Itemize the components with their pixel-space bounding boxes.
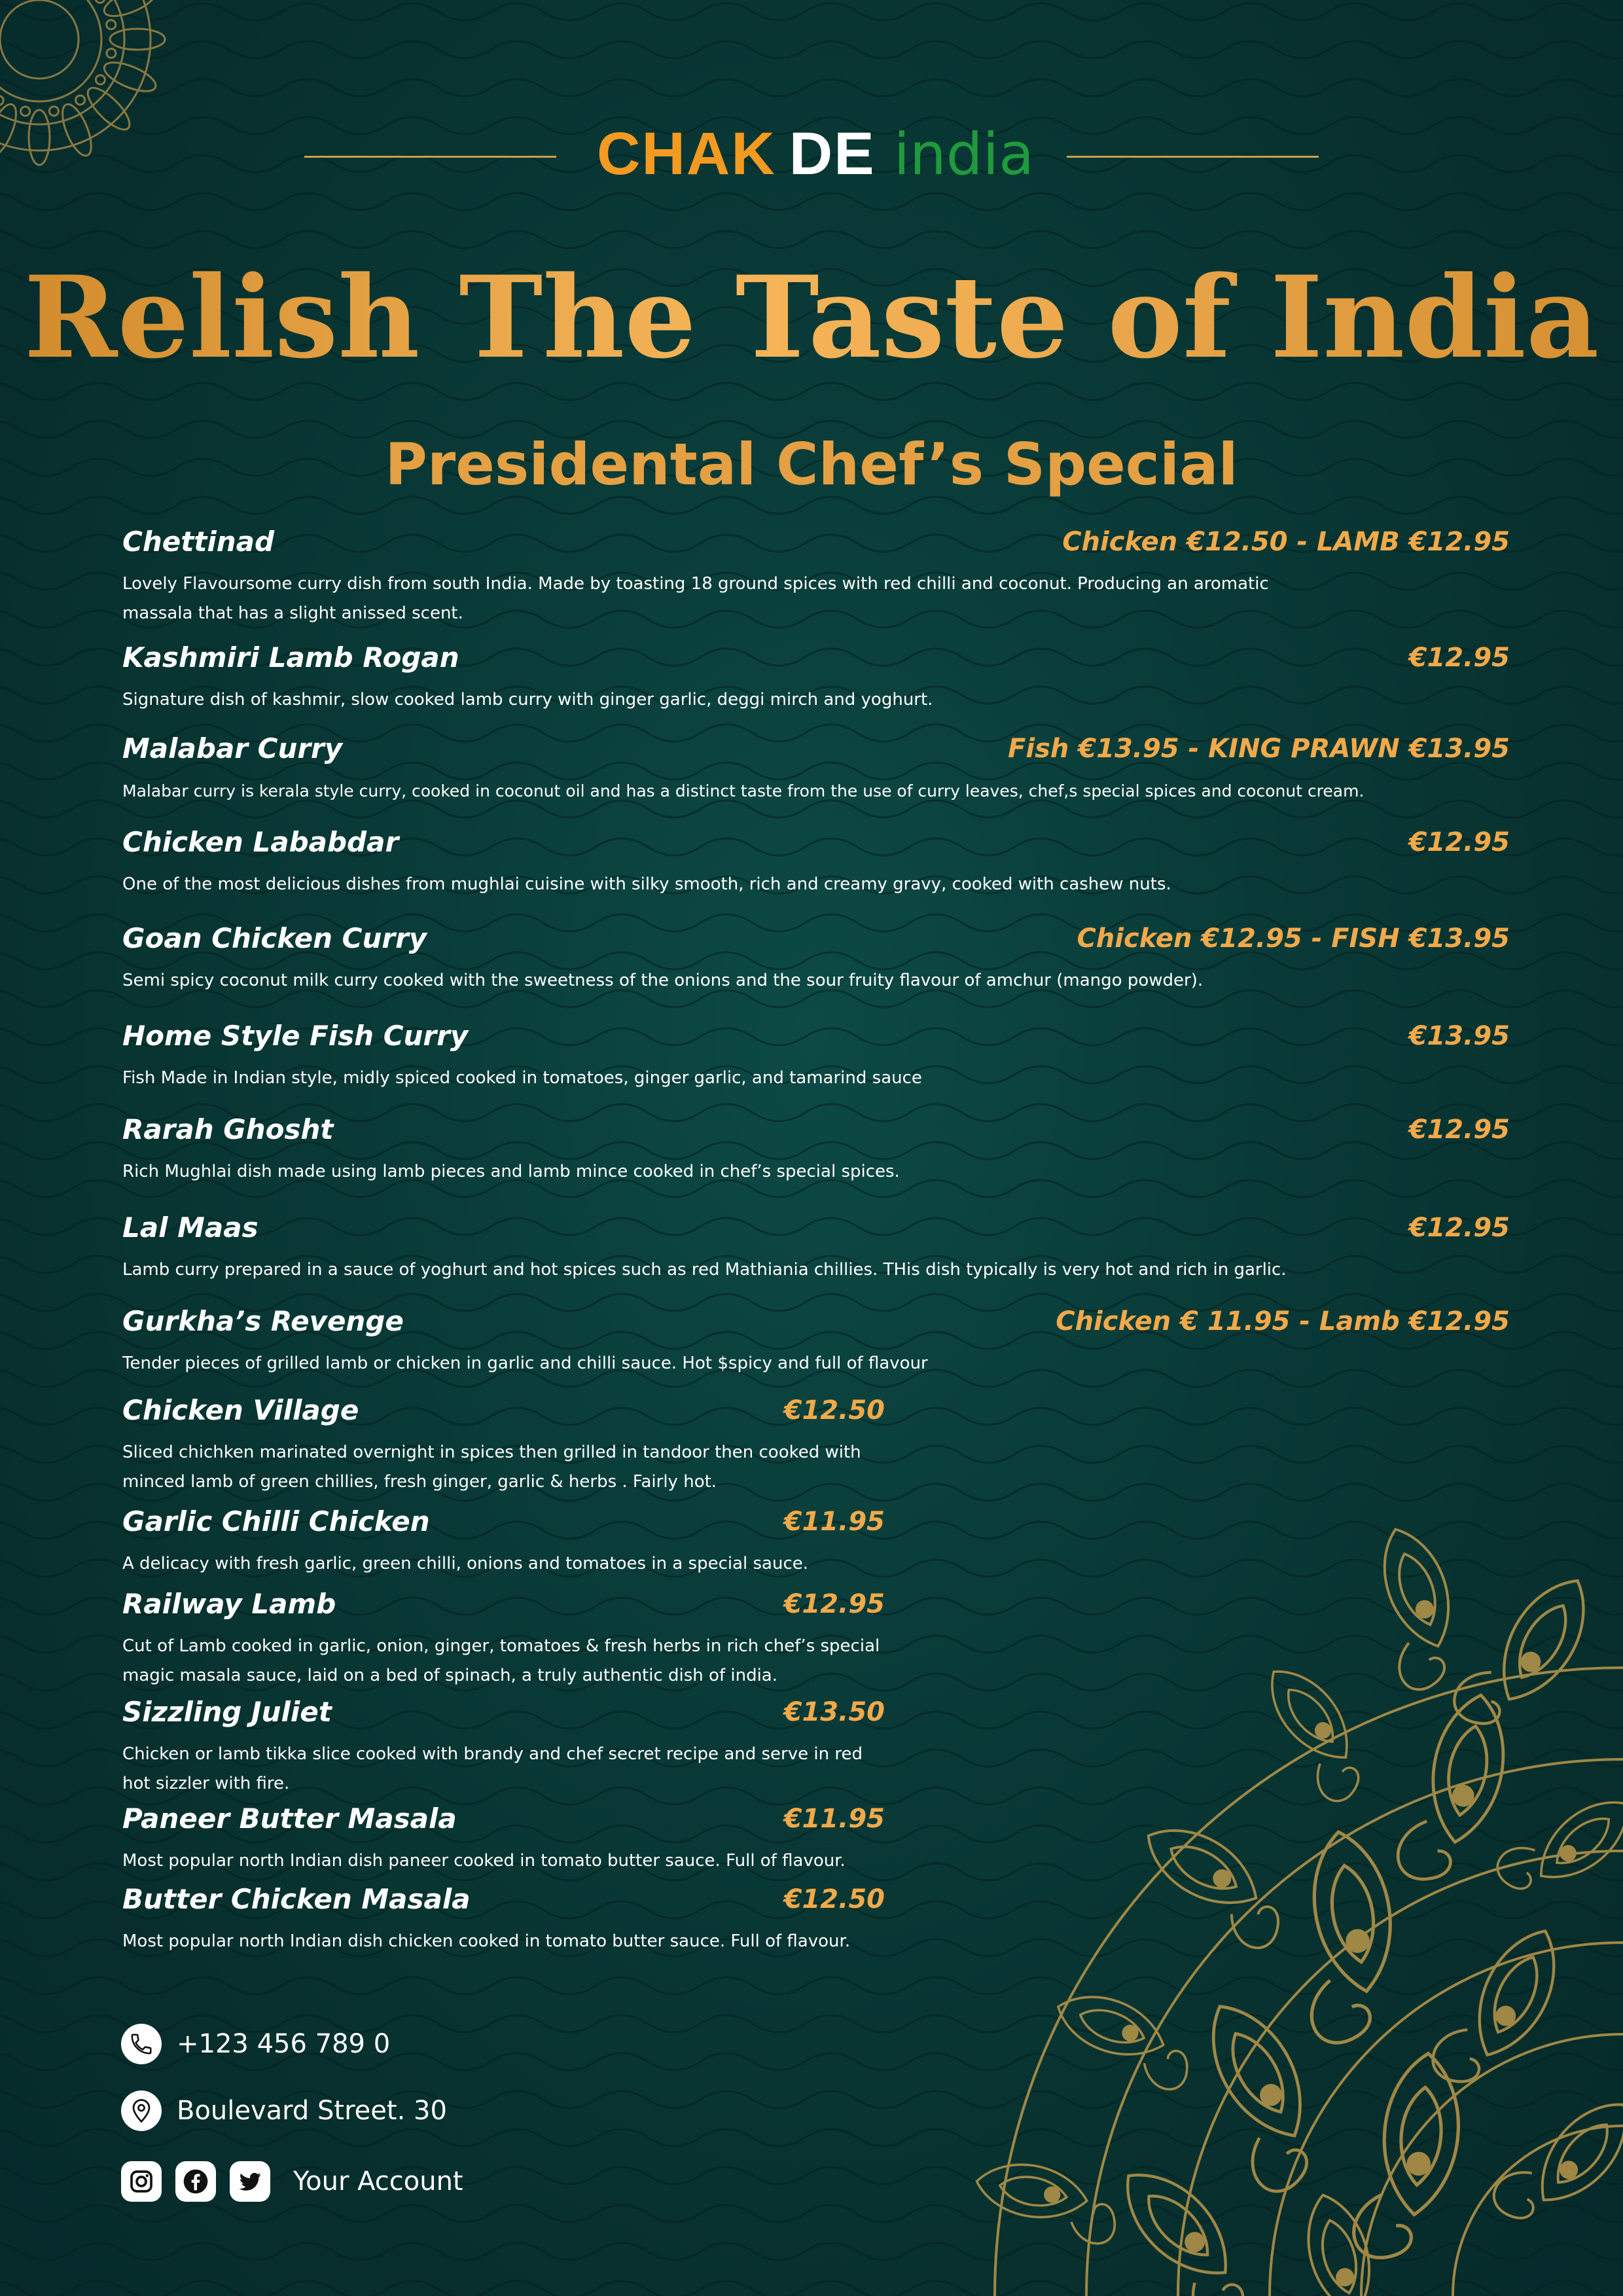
dish-price: €13.50 [783,1697,885,1727]
dish-price: €12.95 [783,1589,885,1619]
menu-item [122,1882,885,1961]
brand-logo [0,120,1623,188]
dish-description: Chicken or lamb tikka slice cooked with brandy and chef secret recipe and serve in red hot sizzler with fire. [122,1744,863,1793]
social-account-label: Your Account [293,2166,463,2197]
dish-name: Paneer Butter Masala [122,1803,457,1835]
dish-description: A delicacy with fresh garlic, green chilli, onions and tomatoes in a special sauce. [122,1554,809,1573]
dish-name: Chicken Lababdar [122,826,399,858]
logo-divider-right [1067,156,1319,158]
menu-item [122,641,1510,719]
dish-description: Semi spicy coconut milk curry cooked with the sweetness of the onions and the sour fruity flavour of amchur (mango powder). [122,971,1204,990]
phone-icon [121,2024,162,2064]
logo-chak: CHAK [597,120,776,187]
dish-description: One of the most delicious dishes from mughlai cuisine with silky smooth, rich and creamy gravy, cooked with cashew nuts. [122,874,1171,894]
dish-price: €12.50 [783,1395,885,1426]
page-title: Relish The Taste of India [0,252,1623,383]
menu-item [122,1587,885,1692]
dish-description: Lamb curry prepared in a sauce of yoghurt and hot spices such as red Mathiania chillies. THis dish typically is very hot and rich in garlic. [122,1260,1287,1280]
dish-description: Tender pieces of grilled lamb or chicken in garlic and chilli sauce. Hot $spicy and full of flavour [122,1354,928,1373]
dish-name: Chettinad [122,526,275,558]
logo-india: india [893,120,1035,188]
logo-de: DE [789,120,876,187]
dish-name: Butter Chicken Masala [122,1883,471,1915]
menu-item [122,1505,885,1583]
section-title: Presidental Chef’s Special [385,431,1238,498]
dish-price: Chicken €12.50 - LAMB €12.95 [1062,527,1510,557]
facebook-icon[interactable] [175,2161,216,2202]
dish-description: Sliced chichken marinated overnight in spices then grilled in tandoor then cooked with minced lamb of green chillies, fresh ginger, garlic & herbs . Fairly hot. [122,1443,861,1492]
dish-name: Rarah Ghosht [122,1113,334,1145]
dish-name: Kashmiri Lamb Rogan [122,641,459,673]
dish-description: Signature dish of kashmir, slow cooked lamb curry with ginger garlic, deggi mirch and yoghurt. [122,690,933,709]
location-pin-icon [121,2090,162,2131]
dish-name: Home Style Fish Curry [122,1020,469,1052]
dish-description: Most popular north Indian dish chicken cooked in tomato butter sauce. Full of flavour. [122,1931,851,1951]
menu-item [122,1019,1510,1098]
dish-name: Gurkha’s Revenge [122,1305,404,1337]
logo-divider-left [304,156,556,158]
dish-price: €12.50 [783,1884,885,1914]
dish-description: Lovely Flavoursome curry dish from south India. Made by toasting 18 ground spices with red chilli and coconut. Producing an aromatic massala that has a slight anissed scent. [122,574,1269,623]
dish-price: €13.95 [1408,1021,1510,1051]
menu-item [122,525,1510,630]
mandala-ornament-bottom-right [844,1505,1623,2296]
dish-price: €11.95 [783,1507,885,1537]
dish-description: Fish Made in Indian style, midly spiced cooked in tomatoes, ginger garlic, and tamarind sauce [122,1068,922,1088]
dish-name: Chicken Village [122,1394,359,1426]
menu-item [122,1802,885,1880]
dish-name: Lal Maas [122,1211,259,1244]
menu-item [122,1304,1510,1383]
dish-description: Most popular north Indian dish paneer cooked in tomato butter sauce. Full of flavour. [122,1851,846,1871]
instagram-icon[interactable] [121,2161,162,2202]
menu-item [122,1113,1510,1191]
menu-item [122,732,1510,810]
dish-name: Sizzling Juliet [122,1696,332,1728]
dish-price: Fish €13.95 - KING PRAWN €13.95 [1008,734,1510,764]
menu-item [122,1393,885,1498]
dish-name: Malabar Curry [122,732,343,764]
phone-number: +123 456 789 0 [177,2029,391,2059]
logo-wordmark [597,120,1035,188]
dish-description: Malabar curry is kerala style curry, cooked in coconut oil and has a distinct taste from the use of curry leaves, chef,s special spices and coconut cream. [122,781,1364,800]
dish-description: Rich Mughlai dish made using lamb pieces and lamb mince cooked in chef’s special spices. [122,1162,900,1181]
menu-item [122,1695,885,1800]
menu-item [122,825,1510,904]
dish-price: Chicken €12.95 - FISH €13.95 [1077,924,1510,954]
twitter-icon[interactable] [230,2161,270,2202]
dish-price: €12.95 [1408,827,1510,857]
dish-price: €12.95 [1408,1115,1510,1145]
menu-item [122,922,1510,1000]
dish-description: Cut of Lamb cooked in garlic, onion, ginger, tomatoes & fresh herbs in rich chef’s special magic masala sauce, laid on a bed of spinach, a truly authentic dish of india. [122,1636,880,1685]
dish-name: Railway Lamb [122,1588,336,1620]
menu-item [122,1211,1510,1289]
dish-price: €12.95 [1408,643,1510,673]
dish-name: Goan Chicken Curry [122,922,427,954]
dish-price: €11.95 [783,1804,885,1834]
dish-price: Chicken € 11.95 - Lamb €12.95 [1056,1306,1510,1336]
dish-name: Garlic Chilli Chicken [122,1505,430,1537]
street-address: Boulevard Street. 30 [177,2096,447,2126]
dish-price: €12.95 [1408,1213,1510,1243]
